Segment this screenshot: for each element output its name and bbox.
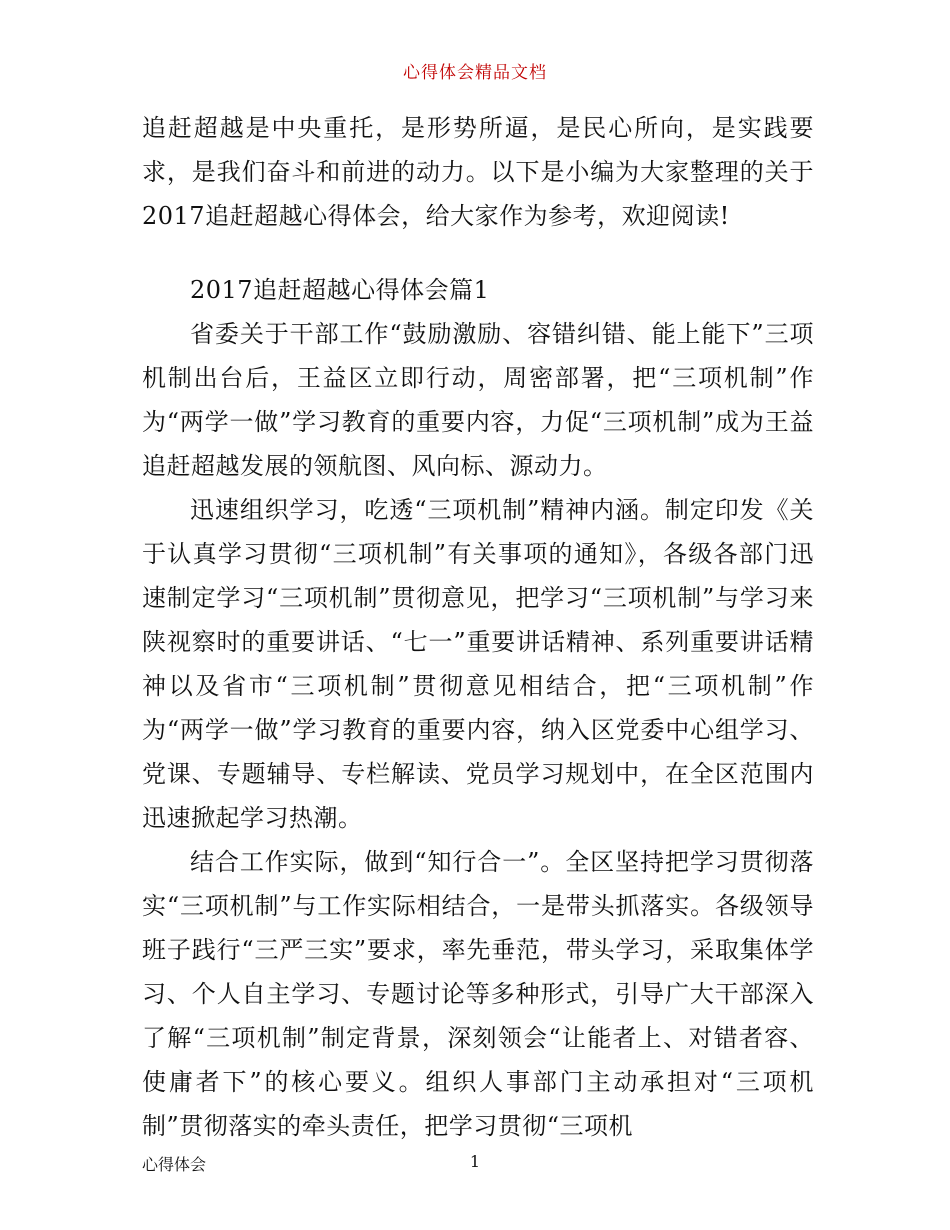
page-footer-label: 心得体会 bbox=[142, 1155, 207, 1174]
page-number: 1 bbox=[469, 1152, 481, 1171]
paragraph-spacer bbox=[142, 238, 814, 268]
document-body bbox=[142, 106, 814, 1148]
section-heading: 2017追赶超越心得体会篇1 bbox=[190, 276, 490, 304]
intro-paragraph: 追赶超越是中央重托，是形势所逼，是民心所向，是实践要求，是我们奋斗和前进的动力。以下是小编为大家整理的关于2017追赶超越心得体会，给大家作为参考，欢迎阅读! bbox=[142, 114, 814, 230]
body-paragraph-1: 省委关于干部工作“鼓励激励、容错纠错、能上能下”三项机制出台后，王益区立即行动，周密部署，把“三项机制”作为“两学一做”学习教育的重要内容，力促“三项机制”成为王益追赶超越发展的领航图、风向标、源动力。 bbox=[142, 320, 814, 480]
page-header-title: 心得体会精品文档 bbox=[403, 63, 547, 83]
body-paragraph-3: 结合工作实际，做到“知行合一”。全区坚持把学习贯彻落实“三项机制”与工作实际相结合，一是带头抓落实。各级领导班子践行“三严三实”要求，率先垂范，带头学习，采取集体学习、个人自主学习、专题讨论等多种形式，引导广大干部深入了解“三项机制”制定背景，深刻领会“让能者上、对错者容、使庸者下”的核心要义。组织人事部门主动承担对“三项机制”贯彻落实的牵头责任，把学习贯彻“三项机 bbox=[142, 848, 814, 1140]
body-paragraph-2: 迅速组织学习，吃透“三项机制”精神内涵。制定印发《关于认真学习贯彻“三项机制”有关事项的通知》，各级各部门迅速制定学习“三项机制”贯彻意见，把学习“三项机制”与学习来陕视察时的重要讲话、“七一”重要讲话精神、系列重要讲话精神以及省市“三项机制”贯彻意见相结合，把“三项机制”作为“两学一做”学习教育的重要内容，纳入区党委中心组学习、党课、专题辅导、专栏解读、党员学习规划中，在全区范围内迅速掀起学习热潮。 bbox=[142, 496, 814, 832]
